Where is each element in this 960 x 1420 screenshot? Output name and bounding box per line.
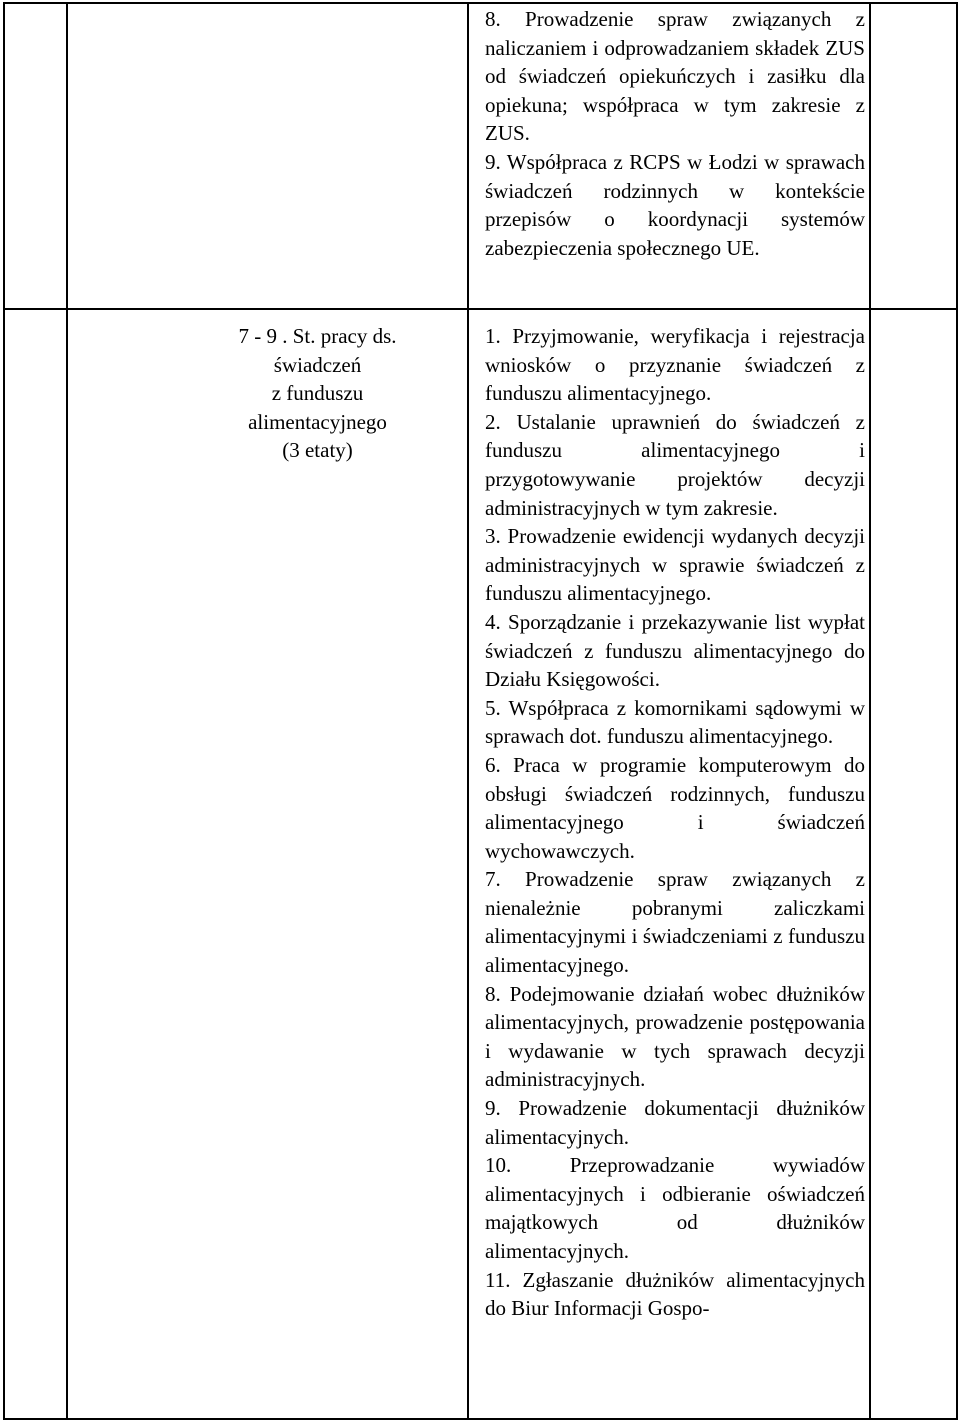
task-item: 9. Współpraca z RCPS w Łodzi w sprawach świadczeń rodzinnych w kontekście przepisów o koordynacji systemów zabezpieczenia społecznego UE. bbox=[485, 149, 865, 260]
task-item: 10. Przeprowadzanie wywiadów alimentacyjnych i odbieranie oświadczeń majątkowych od dłużników alimentacyjnych. bbox=[485, 1153, 865, 1263]
document-table bbox=[3, 2, 958, 1420]
task-item: 7. Prowadzenie spraw związanych z nienależnie pobranymi zaliczkami alimentacyjnymi i świadczeniami z funduszu alimentacyjnego. bbox=[485, 867, 865, 978]
table-row bbox=[4, 3, 957, 309]
tasks-cell bbox=[468, 3, 870, 309]
position-cell bbox=[67, 3, 468, 309]
task-item: 2. Ustalanie uprawnień do świadczeń z funduszu alimentacyjnego i przygotowywanie projektów decyzji administracyjnych w tym zakresie. bbox=[485, 409, 865, 520]
task-item: 4. Sporządzanie i przekazywanie list wypłat świadczeń z funduszu alimentacyjnego do Działu Księgowości. bbox=[485, 609, 865, 692]
remarks-cell bbox=[870, 3, 957, 309]
tasks-list bbox=[469, 4, 869, 262]
tasks-cell bbox=[468, 309, 870, 1419]
position-line: (3 etaty) bbox=[282, 438, 353, 463]
position-line: alimentacyjnego bbox=[248, 409, 387, 434]
position-line: świadczeń bbox=[273, 352, 362, 377]
task-item: 1. Przyjmowanie, weryfikacja i rejestracja wniosków o przyznanie świadczeń z funduszu alimentacyjnego. bbox=[485, 324, 865, 406]
position-line: z funduszu bbox=[271, 381, 364, 406]
remarks-cell bbox=[870, 309, 957, 1419]
task-item: 8. Podejmowanie działań wobec dłużników alimentacyjnych, prowadzenie postępowania i wydawanie w tych sprawach decyzji administracyjnych. bbox=[485, 981, 865, 1092]
task-item: 3. Prowadzenie ewidencji wydanych decyzji administracyjnych w sprawie świadczeń z funduszu alimentacyjnego. bbox=[485, 524, 865, 606]
position-cell bbox=[67, 309, 468, 1419]
position-text bbox=[68, 310, 467, 465]
task-item: 9. Prowadzenie dokumentacji dłużników alimentacyjnych. bbox=[485, 1096, 865, 1149]
task-item: 6. Praca w programie komputerowym do obsługi świadczeń rodzinnych, funduszu alimentacyjnego i świadczeń wychowawczych. bbox=[485, 752, 865, 863]
task-item: 11. Zgłaszanie dłużników alimentacyjnych do Biur Informacji Gospo- bbox=[485, 1267, 865, 1321]
tasks-list bbox=[469, 310, 869, 1323]
number-cell bbox=[4, 3, 67, 309]
task-item: 8. Prowadzenie spraw związanych z naliczaniem i odprowadzaniem składek ZUS od świadczeń opiekuńczych i zasiłku dla opiekuna; współpraca w tym zakresie z ZUS. bbox=[485, 7, 865, 146]
task-item: 5. Współpraca z komornikami sądowymi w sprawach dot. funduszu alimentacyjnego. bbox=[485, 695, 865, 749]
table-row bbox=[4, 309, 957, 1419]
position-text bbox=[68, 4, 467, 16]
position-line: 7 - 9 . St. pracy ds. bbox=[238, 324, 397, 348]
number-cell bbox=[4, 309, 67, 1419]
